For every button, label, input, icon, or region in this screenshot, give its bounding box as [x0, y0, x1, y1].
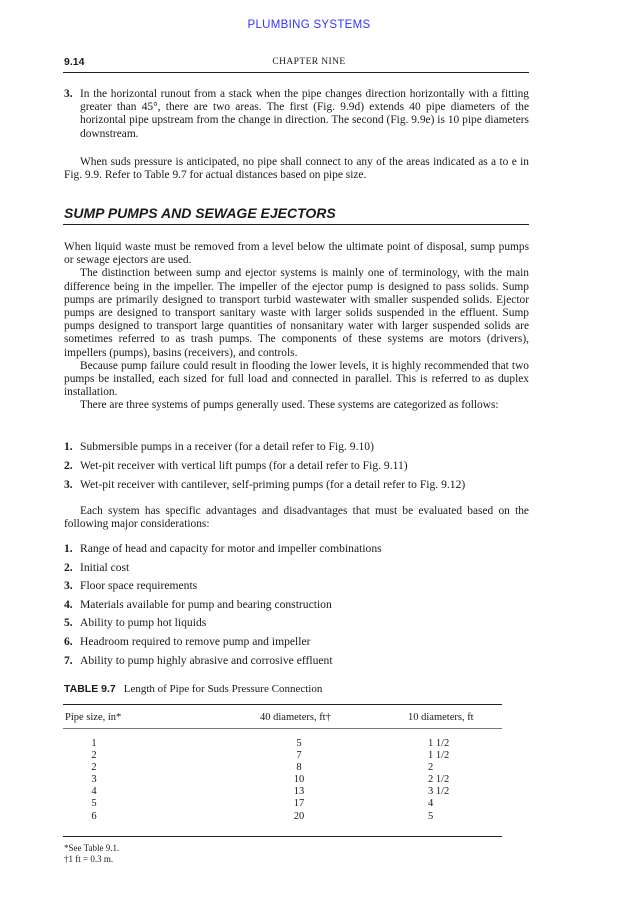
- item-3: [64, 88, 529, 141]
- list-item: [64, 579, 197, 593]
- table-header-40-diameters: 40 diameters, ft†: [260, 712, 331, 723]
- list-text: Range of head and capacity for motor and impeller combinations: [80, 542, 382, 555]
- list-number: 4.: [64, 598, 73, 611]
- table-header-rule: [63, 728, 502, 729]
- item-3-number: 3.: [64, 88, 73, 100]
- list-text: Initial cost: [80, 561, 130, 574]
- list-number: 2.: [64, 561, 73, 574]
- list-text: Materials available for pump and bearing construction: [80, 598, 332, 611]
- list-text: Floor space requirements: [80, 579, 198, 592]
- list-item: [64, 598, 332, 612]
- list-text: Headroom required to remove pump and impeller: [80, 635, 311, 648]
- list-text: Submersible pumps in a receiver (for a detail refer to Fig. 9.10): [80, 440, 374, 453]
- page-number: 9.14: [64, 56, 85, 68]
- list-item: [64, 440, 374, 454]
- table-caption: [64, 683, 322, 695]
- paragraph-1: When liquid waste must be removed from a level below the ultimate point of disposal, sump pumps or sewage ejectors are used.: [64, 241, 529, 267]
- list-number: 7.: [64, 654, 73, 667]
- table-label: TABLE 9.7: [64, 683, 116, 695]
- list-number: 3.: [64, 478, 73, 491]
- chapter-title: CHAPTER NINE: [272, 57, 346, 67]
- table-title: Length of Pipe for Suds Pressure Connection: [123, 683, 323, 695]
- list-item: [64, 542, 382, 556]
- list-number: 3.: [64, 579, 73, 592]
- list-number: 1.: [64, 542, 73, 555]
- paragraph-2: The distinction between sump and ejector systems is mainly one of terminology, with the main difference being in the impeller. The impeller of the ejector pump is designed to pass solids. Sump pumps are primarily designed to transport turbid wastewater with smaller suspended solids. Ejector pumps are designed to transport sanitary waste with larger solids suspended in the effluent. Sump pumps designed to transport large quantities of nonsanitary water with larger suspended solids are sometimes referred to as trash pumps. The components of these systems are motors (drivers), impellers (pumps), basins (receivers), and controls.: [64, 267, 529, 359]
- list-item: [64, 654, 333, 668]
- list-number: 1.: [64, 440, 73, 453]
- paragraph-3: Because pump failure could result in flooding the lower levels, it is highly recommended that two pumps be installed, each sized for full load and connected in parallel. This is referred to as duplex installation.: [64, 359, 529, 399]
- list-item: [64, 561, 129, 575]
- section-heading-rule: [63, 224, 529, 225]
- list-item: [64, 478, 465, 492]
- list-number: 5.: [64, 616, 73, 629]
- list-item: [64, 635, 311, 649]
- table-column-pipe-size: 1 2 2 3 4 5 6: [91, 738, 97, 822]
- table-footnote: *See Table 9.1.: [64, 843, 120, 853]
- list-number: 2.: [64, 459, 73, 472]
- list-item: [64, 459, 408, 473]
- table-header-pipe-size: Pipe size, in*: [65, 712, 122, 723]
- table-column-10-diameters: 1 1/2 1 1/2 2 2 1/2 3 1/2 4 5: [428, 738, 450, 822]
- list-text: Ability to pump hot liquids: [80, 616, 207, 629]
- list-text: Wet-pit receiver with cantilever, self-priming pumps (for a detail refer to Fig. 9.12): [80, 478, 466, 491]
- considerations-intro: Each system has specific advantages and disadvantages that must be evaluated based on the following major considerations:: [64, 505, 529, 531]
- table-header-10-diameters: 10 diameters, ft: [408, 712, 474, 723]
- list-text: Ability to pump highly abrasive and corrosive effluent: [80, 654, 333, 667]
- table-top-rule: [63, 704, 502, 705]
- list-item: [64, 616, 206, 630]
- list-number: 6.: [64, 635, 73, 648]
- table-footnote: †1 ft = 0.3 m.: [64, 854, 114, 864]
- item-3-text: In the horizontal runout from a stack when the pipe changes direction horizontally with a fitting greater than 45°, there are two areas. The first (Fig. 9.9d) extends 40 pipe diameters of the horizontal pipe upstream from the change in direction. The second (Fig. 9.9e) is 10 pipe diameters downstream.: [80, 88, 529, 140]
- section-heading: SUMP PUMPS AND SEWAGE EJECTORS: [64, 205, 336, 221]
- table-column-40-diameters: 5 7 8 10 13 17 20: [293, 738, 305, 822]
- body-text: [64, 241, 529, 413]
- suds-paragraph: When suds pressure is anticipated, no pipe shall connect to any of the areas indicated as a to e in Fig. 9.9. Refer to Table 9.7 for actual distances based on pipe size.: [64, 156, 529, 182]
- running-head: PLUMBING SYSTEMS: [247, 19, 371, 31]
- header-rule: [63, 72, 529, 73]
- paragraph-4: There are three systems of pumps generally used. These systems are categorized as follows:: [80, 399, 499, 412]
- list-text: Wet-pit receiver with vertical lift pumps (for a detail refer to Fig. 9.11): [80, 459, 408, 472]
- table-bottom-rule: [63, 836, 502, 837]
